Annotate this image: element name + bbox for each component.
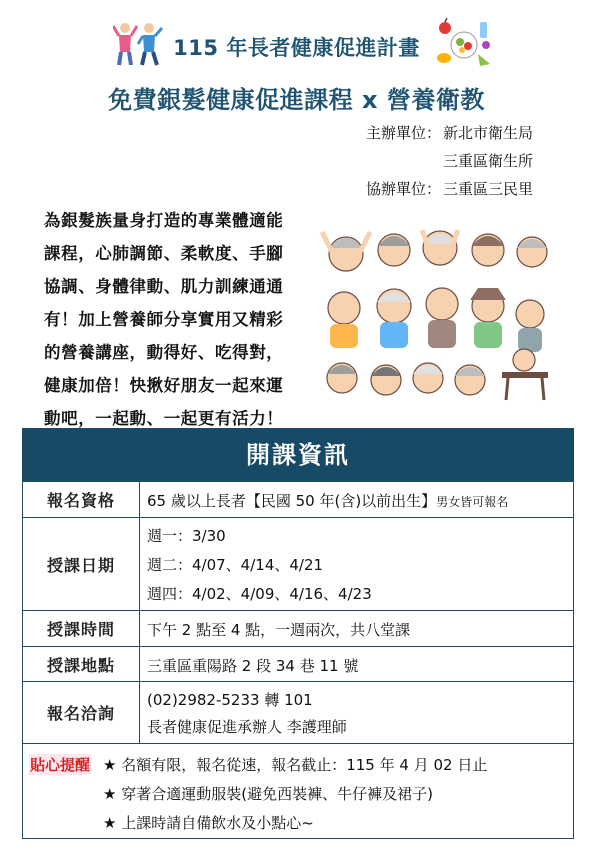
- intro-line: 動吧，一起動、一起更有活力！: [44, 409, 284, 428]
- course-info-heading: 開課資訊: [23, 429, 573, 481]
- eligibility-note: 男女皆可報名: [436, 495, 509, 509]
- reminder-line: ★ 上課時請自備飲水及小點心~: [103, 814, 314, 832]
- row-contact: [23, 681, 573, 743]
- dates-label: 授課日期: [23, 518, 140, 610]
- contact-person: 長者健康促進承辦人 李護理師: [147, 718, 347, 736]
- time-value: 下午 2 點至 4 點，一週兩次，共八堂課: [147, 621, 411, 639]
- intro-line: 為銀髮族量身打造的專業體適能: [44, 211, 284, 230]
- intro-line: 協調、身體律動、肌力訓練通通: [44, 277, 284, 296]
- dates-line: 週二：4/07、4/14、4/21: [147, 556, 324, 574]
- location-label: 授課地點: [23, 647, 140, 681]
- seniors-group-illustration: [316, 222, 556, 406]
- time-label: 授課時間: [23, 611, 140, 646]
- location-value: 三重區重陽路 2 段 34 巷 11 號: [147, 657, 359, 675]
- host-org-2: 三重區衛生所: [443, 152, 534, 170]
- row-reminders: [23, 743, 573, 840]
- intro-line: 健康加倍！快揪好朋友一起來運: [44, 376, 284, 395]
- page-subtitle: 免費銀髮健康促進課程 x 營養衛教: [108, 86, 485, 114]
- page-title: 115 年長者健康促進計畫: [173, 36, 420, 60]
- contact-label: 報名洽詢: [23, 682, 140, 743]
- co-host-label: 協辦單位：: [366, 180, 442, 198]
- reminder-line: ★ 穿著合適運動服裝(避免西裝褲、牛仔褲及裙子): [103, 785, 433, 803]
- intro-line: 有！加上營養師分享實用又精彩: [44, 310, 284, 329]
- course-info-table: [22, 428, 574, 839]
- contact-phone: (02)2982-5233 轉 101: [147, 691, 313, 709]
- intro-paragraph: [44, 204, 306, 435]
- intro-line: 課程，心肺調節、柔軟度、手腳: [44, 244, 284, 263]
- reminder-line: ★ 名額有限，報名從速，報名截止：115 年 4 月 02 日止: [103, 756, 488, 774]
- host-label: 主辦單位：: [366, 124, 442, 142]
- eligibility-main: 65 歲以上長者【民國 50 年(含)以前出生】: [147, 492, 437, 510]
- host-org-1: 新北市衛生局: [443, 124, 534, 142]
- dates-line: 週一：3/30: [147, 527, 226, 545]
- dates-line: 週四：4/02、4/09、4/16、4/23: [147, 585, 372, 603]
- row-time: [23, 610, 573, 646]
- reminder-label: 貼心提醒: [30, 756, 91, 774]
- eligibility-label: 報名資格: [23, 482, 140, 517]
- row-dates: [23, 517, 573, 610]
- intro-line: 的營養講座，動得好、吃得對，: [44, 343, 284, 362]
- row-location: [23, 646, 573, 681]
- senior-face-icon: [322, 232, 370, 271]
- eligibility-value: [147, 490, 508, 511]
- row-eligibility: [23, 481, 573, 517]
- co-host-org: 三重區三民里: [443, 180, 534, 198]
